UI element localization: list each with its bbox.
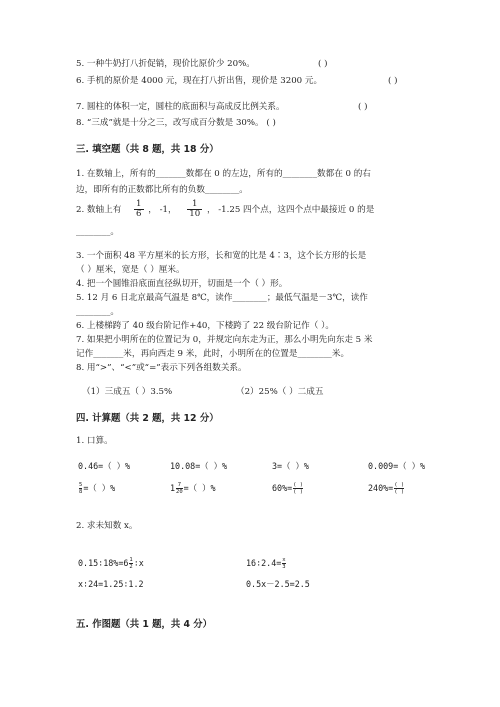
equation-2: 16∶2.4= $\frac{x}{3}$: [246, 557, 286, 570]
oral-calc-r2c3: 60%= ( ) ( ): [272, 482, 304, 495]
tf-question-6: [76, 75, 322, 87]
fill-q7-line2: 记作_______米，再向西走 9 米，此时，小明所在的位置是________米。: [76, 349, 350, 359]
oral-calc-r1c3: 3=（ ）%: [272, 461, 309, 471]
tf-question-7: [76, 101, 285, 113]
section-heading-fill-in: 三. 填空题（共 8 题，共 18 分）: [76, 144, 219, 155]
fill-question-4: 4. 把一个圆锥沿底面直径纵切开，切面是一个（ ）形。: [76, 279, 288, 289]
section-heading-drawing: 五. 作图题（共 1 题，共 4 分）: [76, 619, 213, 630]
equation-3: x∶24=1.25∶1.2: [78, 579, 144, 589]
fill-q7-line1: 7. 如果把小明所在的位置记为 0，并规定向东走为正，那么小明先向东走 5 米: [76, 335, 373, 345]
calc-sub2-title: 2. 求未知数 x。: [76, 521, 138, 531]
fill-q2-blank: ________。: [76, 227, 119, 237]
tf-q5-answer[interactable]: ( ): [318, 59, 328, 69]
fraction-one-half: $\frac{1}{2}$: [129, 557, 133, 570]
fill-q5-line2: ________。: [76, 307, 119, 317]
fill-q3-line1: 3. 一个面积 48 平方厘米的长方形，长和宽的比是 4∶3，这个长方形的长是: [76, 251, 367, 261]
fraction-one-sixth: $\frac{1}{6}$: [136, 199, 142, 219]
tf-q5-text: 5. 一种牛奶打八折促销，现价比原价少 20%。: [76, 59, 255, 69]
oral-calc-r1c1: 0.46=（ ）%: [78, 461, 131, 471]
fill-q2-text-c: ， -1.25 四个点，这四个点中最接近 0 的是: [206, 205, 375, 215]
oral-calc-r2c4: 240%= ( ) ( ): [368, 482, 405, 495]
fill-q3-line2: （ ）厘米，宽是（ ）厘米。: [76, 265, 185, 275]
equation-4: 0.5x－2.5=2.5: [246, 579, 310, 589]
tf-q7-answer[interactable]: ( ): [358, 102, 368, 112]
fill-question-2: [76, 197, 374, 223]
fill-q1-line2: 边，即所有的正数都比所有的负数________。: [76, 185, 248, 195]
fill-q5-line1: 5. 12 月 6 日北京最高气温是 8℃，读作________；最低气温是－3℃，读作: [76, 293, 368, 303]
tf-q6-text: 6. 手机的原价是 4000 元，现在打八折出售，现价是 3200 元。: [76, 76, 323, 86]
fill-q1-line1: 1. 在数轴上，所有的_______数都在 0 的左边，所有的________数都在 0 的右: [76, 169, 371, 179]
calc-sub1-title: 1. 口算。: [76, 436, 113, 446]
blank-fraction[interactable]: ( ) ( ): [394, 482, 405, 495]
fill-q8-item-1: （1）三成五（ ）3.5%: [82, 387, 173, 397]
tf-q7-text: 7. 圆柱的体积一定，圆柱的底面积与高成反比例关系。: [76, 102, 285, 112]
tf-question-5: [76, 58, 255, 70]
section-heading-calculation: 四. 计算题（共 2 题，共 12 分）: [76, 413, 219, 424]
fill-q8-item-2: （2）25%（ ）二成五: [236, 387, 324, 397]
fraction-x-thirds: $\frac{x}{3}$: [282, 557, 286, 570]
fill-question-6: 6. 上楼梯跨了 40 级台阶记作+40，下楼跨了 22 级台阶记作（ ）。: [76, 321, 334, 331]
fill-q2-text-b: ， -1，: [148, 205, 177, 215]
oral-calc-r1c2: 10.08=（ ）%: [170, 461, 228, 471]
tf-question-8: 8. “三成”就是十分之三，改写成百分数是 30%。 ( ): [76, 118, 276, 128]
fraction-one-tenth: $\frac{1}{10}$: [189, 199, 201, 219]
fill-question-8: 8. 用“>”、“<”或“=”表示下列各组数关系。: [76, 363, 247, 373]
fill-q2-text-a: 2. 数轴上有: [76, 205, 122, 215]
tf-q6-answer[interactable]: ( ): [388, 76, 398, 86]
equation-1: 0.15∶18%=6 $\frac{1}{2}$ ∶x: [78, 557, 144, 570]
fraction-seven-twentieths: $\frac{7}{20}$: [176, 482, 183, 495]
oral-calc-r1c4: 0.009=（ ）%: [368, 461, 426, 471]
oral-calc-r2c2: 1 $\frac{7}{20}$ =（ ）%: [170, 482, 216, 495]
blank-fraction[interactable]: ( ) ( ): [293, 482, 304, 495]
oral-calc-r2c1: $\frac{5}{8}$ =（ ）%: [79, 482, 116, 495]
fraction-five-eighths: $\frac{5}{8}$: [79, 482, 83, 495]
